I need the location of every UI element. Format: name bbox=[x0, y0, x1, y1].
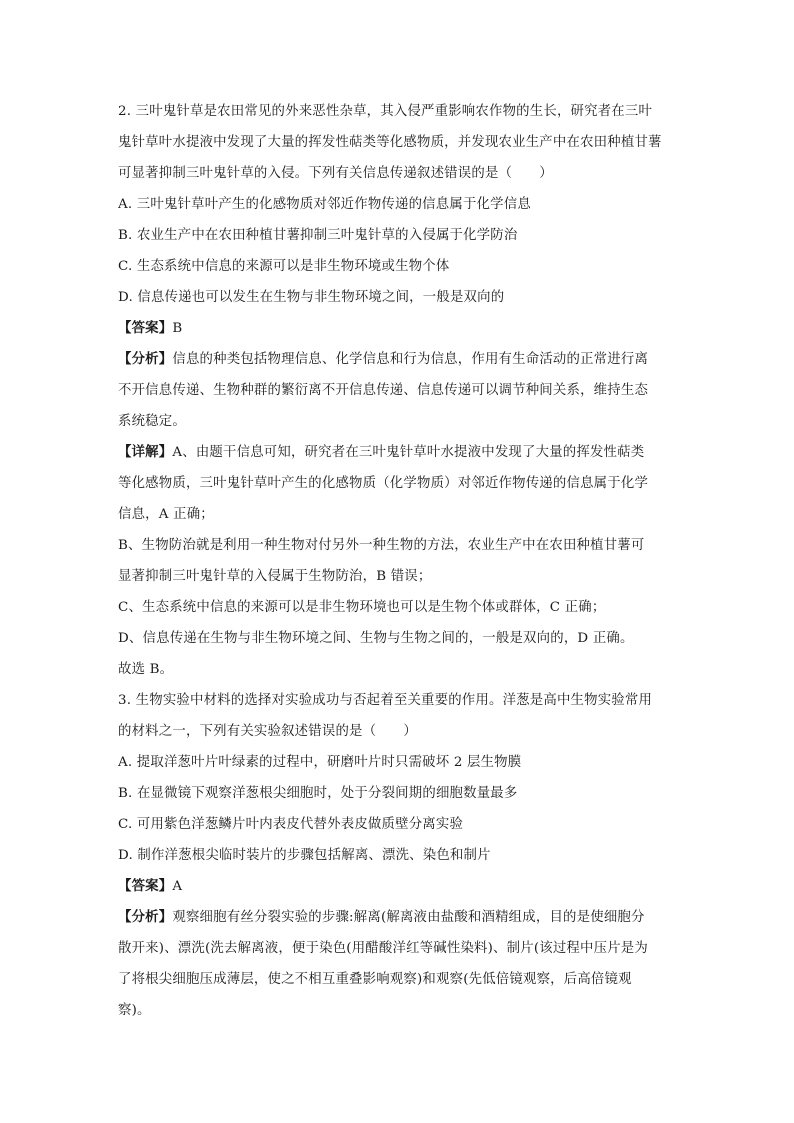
question-stem-line: 可显著抑制三叶鬼针草的入侵。下列有关信息传递叙述错误的是（ ） bbox=[118, 166, 553, 181]
detail-line: 显著抑制三叶鬼针草的入侵属于生物防治，B 错误； bbox=[118, 569, 432, 584]
question-stem-line: 鬼针草叶水提液中发现了大量的挥发性萜类等化感物质，并发现农业生产中在农田种植甘薯 bbox=[118, 135, 662, 150]
detail-line: C、生态系统中信息的来源可以是非生物环境也可以是生物个体或群体，C 正确； bbox=[118, 600, 606, 615]
option-c: C. 生态系统中信息的来源可以是非生物环境或生物个体 bbox=[118, 259, 450, 274]
analysis-label: 【分析】 bbox=[118, 351, 173, 367]
analysis-line: 察)。 bbox=[118, 1003, 151, 1018]
analysis-line: 不开信息传递、生物种群的繁衍离不开信息传递、信息传递可以调节种间关系，维持生态 bbox=[118, 383, 649, 398]
detail-line: 故选 B。 bbox=[118, 662, 174, 677]
analysis-line: 散开来)、漂洗(洗去解离液，便于染色(用醋酸洋红等碱性染料)、制片(该过程中压片是为 bbox=[118, 941, 648, 956]
option-a: A. 三叶鬼针草叶产生的化感物质对邻近作物传递的信息属于化学信息 bbox=[118, 197, 531, 212]
question-stem-line: 2. 三叶鬼针草是农田常见的外来恶性杂草，其入侵严重影响农作物的生长，研究者在三叶 bbox=[118, 104, 653, 119]
answer-label: 【答案】 bbox=[118, 320, 173, 336]
detail-line: 等化感物质，三叶鬼针草叶产生的化感物质（化学物质）对邻近作物传递的信息属于化学 bbox=[118, 476, 649, 491]
option-a: A. 提取洋葱叶片叶绿素的过程中，研磨叶片时只需破坏 2 层生物膜 bbox=[118, 755, 522, 770]
answer-value: A bbox=[172, 879, 183, 894]
detail-line: B、生物防治就是利用一种生物对付另外一种生物的方法，农业生产中在农田种植甘薯可 bbox=[118, 538, 645, 553]
analysis-text: 观察细胞有丝分裂实验的步骤:解离(解离液由盐酸和酒精组成，目的是使细胞分 bbox=[172, 910, 645, 925]
document-page bbox=[118, 96, 680, 1026]
detail-text: A、由题干信息可知，研究者在三叶鬼针草叶水提液中发现了大量的挥发性萜类 bbox=[172, 445, 645, 460]
option-d: D. 制作洋葱根尖临时装片的步骤包括解离、漂洗、染色和制片 bbox=[118, 848, 491, 863]
detail-line: D、信息传递在生物与非生物环境之间、生物与生物之间的，一般是双向的，D 正确。 bbox=[118, 631, 634, 646]
question-stem-line: 的材料之一，下列有关实验叙述错误的是（ ） bbox=[118, 724, 417, 739]
answer-value: B bbox=[172, 321, 183, 336]
answer-line bbox=[118, 313, 680, 344]
analysis-line: 了将根尖细胞压成薄层，使之不相互重叠影响观察)和观察(先低倍镜观察，后高倍镜观 bbox=[118, 972, 632, 987]
analysis-text: 信息的种类包括物理信息、化学信息和行为信息，作用有生命活动的正常进行离 bbox=[172, 352, 649, 367]
detail-line bbox=[118, 437, 680, 468]
detail-line: 信息，A 正确； bbox=[118, 507, 214, 522]
option-b: B. 农业生产中在农田种植甘薯抑制三叶鬼针草的入侵属于化学防治 bbox=[118, 228, 518, 243]
option-c: C. 可用紫色洋葱鳞片叶内表皮代替外表皮做质壁分离实验 bbox=[118, 817, 464, 832]
answer-line bbox=[118, 871, 680, 902]
answer-label: 【答案】 bbox=[118, 878, 173, 894]
analysis-label: 【分析】 bbox=[118, 909, 173, 925]
analysis-line: 系统稳定。 bbox=[118, 414, 186, 429]
option-b: B. 在显微镜下观察洋葱根尖细胞时，处于分裂间期的细胞数量最多 bbox=[118, 786, 518, 801]
analysis-line bbox=[118, 902, 680, 933]
question-2 bbox=[118, 96, 680, 685]
detail-label: 【详解】 bbox=[118, 444, 173, 460]
question-stem-line: 3. 生物实验中材料的选择对实验成功与否起着至关重要的作用。洋葱是高中生物实验常用 bbox=[118, 693, 653, 708]
analysis-line bbox=[118, 344, 680, 375]
question-3 bbox=[118, 685, 680, 1026]
option-d: D. 信息传递也可以发生在生物与非生物环境之间，一般是双向的 bbox=[118, 290, 505, 305]
